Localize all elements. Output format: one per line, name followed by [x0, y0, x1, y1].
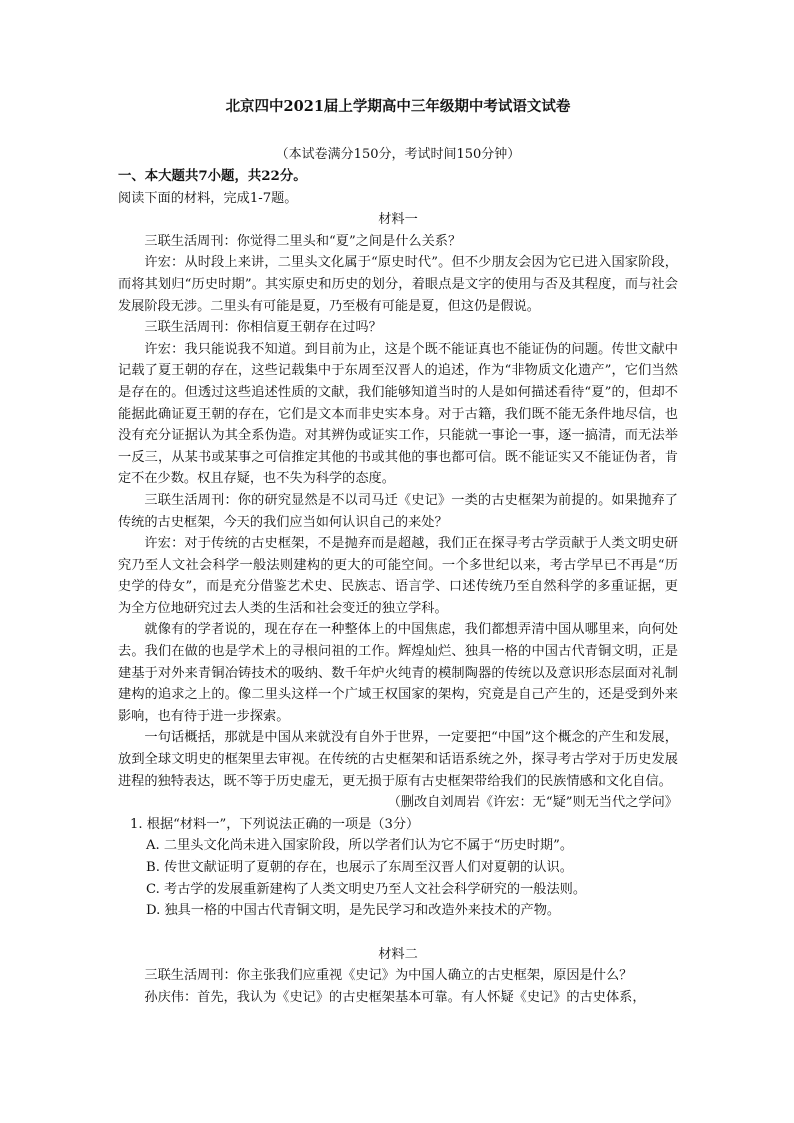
question-option-b: B. 传世文献证明了夏朝的存在，也展示了东周至汉晋人们对夏朝的认识。 — [146, 860, 573, 875]
material1-source: （删改自刘周岩《许宏：无“疑”则无当代之学问》 — [387, 795, 678, 811]
material2-paragraph: 孙庆伟：首先，我认为《史记》的古史框架基本可靠。有人怀疑《史记》的古史体系， — [144, 989, 646, 1005]
material1-paragraph: 三联生活周刊：你相信夏王朝存在过吗？ — [144, 320, 382, 336]
section-heading: 一、本大题共7小题，共22分。 — [118, 168, 307, 184]
exam-title: 北京四中2021届上学期高中三年级期中考试语文试卷 — [225, 98, 571, 115]
material1-paragraph: 就像有的学者说的，现在存在一种整体上的中国焦虑，我们都想弄清中国从哪里来，向何处去。我们在做的也是学术上的寻根问祖的工作。辉煌灿烂、独具一格的中国古代青铜文明，正是建基于对外来青铜冶铸技术的吸纳、数千年炉火纯青的模制陶器的传统以及意识形态层面对礼制建构的追求之上的。像二里头这样一个广域王权国家的架构，究竟是自己产生的，还是受到外来影响，也有待于进一步探索。 — [118, 622, 678, 724]
section-instruction: 阅读下面的材料，完成1-7题。 — [118, 190, 298, 206]
question-option-a: A. 二里头文化尚未进入国家阶段，所以学者们认为它不属于“历史时期”。 — [146, 838, 574, 854]
spacer — [118, 922, 678, 944]
material1-paragraph: 许宏：从时段上来讲，二里头文化属于“原史时代”。但不少朋友会因为它已进入国家阶段，而将其划归“历史时期”。其实原史和历史的划分，着眼点是文字的使用与否及其程度，而与社会发展阶段无涉。二里头有可能是夏，乃至极有可能是夏，但这仍是假说。 — [118, 255, 678, 314]
material1-paragraph: 许宏：我只能说我不知道。到目前为止，这是个既不能证真也不能证伪的问题。传世文献中记载了夏王朝的存在，这些记载集中于东周至汉晋人的追述，作为“非物质文化遗产”，它们当然是存在的。但透过这些追述性质的文献，我们能够知道当时的人是如何描述看待“夏”的，但却不能据此确证夏王朝的存在，它们是文本而非史实本身。对于古籍，我们既不能无条件地尽信，也没有充分证据认为其全系伪造。对其辨伪或证实工作，只能就一事论一事，逐一搞清，而无法举一反三，从某书或某事之可信推定其他的书或其他的事也都可信。既不能证实又不能证伪者，肯定不在少数。权且存疑，也不失为科学的态度。 — [118, 341, 678, 487]
material1-paragraph: 三联生活周刊：你的研究显然是不以司马迁《史记》一类的古史框架为前提的。如果抛弃了传统的古史框架，今天的我们应当如何认识自己的来处？ — [118, 492, 678, 530]
material1-paragraph: 一句话概括，那就是中国从来就没有自外于世界，一定要把“中国”这个概念的产生和发展，放到全球文明史的框架里去审视。在传统的古史框架和话语系统之外，探寻考古学对于历史发展进程的独特表达，既不等于历史虚无，更无损于原有古史框架带给我们的民族情感和文化自信。 — [118, 730, 678, 789]
material1-heading: 材料一 — [378, 212, 418, 228]
material2-paragraph: 三联生活周刊：你主张我们应重视《史记》为中国人确立的古史框架，原因是什么？ — [144, 968, 633, 984]
exam-page — [118, 96, 678, 1009]
material2-heading: 材料二 — [378, 946, 418, 962]
material1-paragraph: 三联生活周刊：你觉得二里头和“夏”之间是什么关系？ — [144, 233, 462, 249]
question-option-d: D. 独具一格的中国古代青铜文明，是先民学习和改造外来技术的产物。 — [146, 903, 561, 919]
question-stem: 1. 根据“材料一”，下列说法正确的一项是（3分） — [130, 816, 420, 832]
question-option-c: C. 考古学的发展重新建构了人类文明史乃至人文社会科学研究的一般法则。 — [146, 881, 587, 897]
material1-paragraph: 许宏：对于传统的古史框架，不是抛弃而是超越，我们正在探寻考古学贡献于人类文明史研究乃至人文社会科学一般法则建构的更大的可能空间。一个多世纪以来，考古学早已不再是“历史学的侍女”，而是充分借鉴艺术史、民族志、语言学、口述传统乃至自然科学的多重证据，更为全方位地研究过去人类的生活和社会变迁的独立学科。 — [118, 536, 678, 616]
exam-subtitle: （本试卷满分150分，考试时间150分钟） — [275, 147, 521, 162]
